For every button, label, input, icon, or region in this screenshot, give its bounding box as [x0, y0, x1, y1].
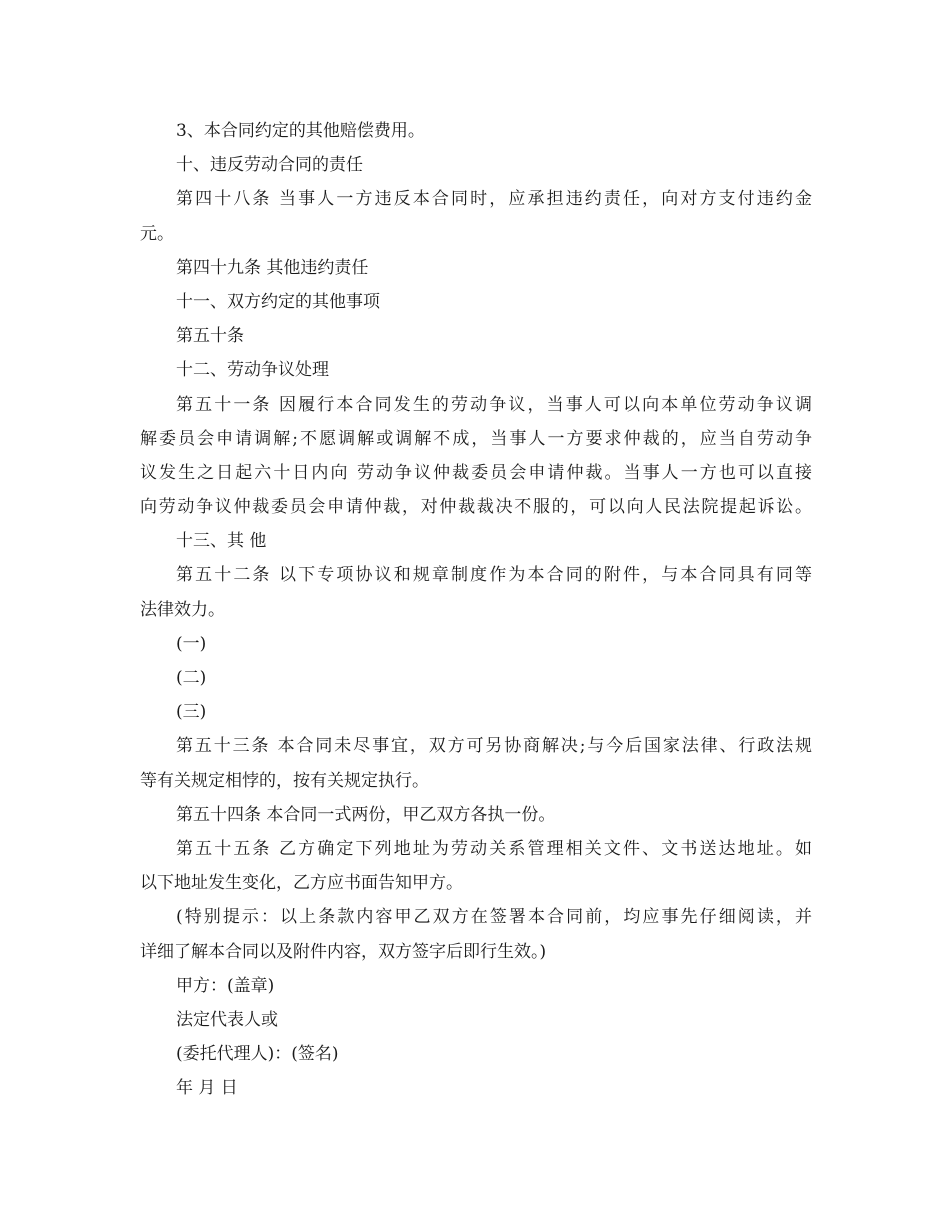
text-line: 解委员会申请调解;不愿调解或调解不成，当事人一方要求仲裁的，应当自劳动争 [140, 428, 812, 449]
text-line: 第五十二条 以下专项协议和规章制度作为本合同的附件，与本合同具有同等 [176, 565, 812, 586]
text-line: 第五十五条 乙方确定下列地址为劳动关系管理相关文件、文书送达地址。如 [176, 838, 812, 859]
text-line: 第五十三条 本合同未尽事宜，双方可另协商解决;与今后国家法律、行政法规 [176, 736, 812, 757]
text-line: 十一、双方约定的其他事项 [176, 291, 380, 312]
text-line: 3、本合同约定的其他赔偿费用。 [176, 121, 425, 141]
text-line: 十二、劳动争议处理 [176, 360, 329, 381]
text-line: 议发生之日起六十日内向 劳动争议仲裁委员会申请仲裁。当事人一方也可以直接 [140, 462, 812, 483]
text-line: 十、违反劳动合同的责任 [176, 155, 363, 176]
contract-text [140, 114, 812, 1105]
text-line: 十三、其 他 [176, 531, 267, 552]
text-line: 向劳动争议仲裁委员会申请仲裁，对仲裁裁决不服的，可以向人民法院提起诉讼。 [140, 497, 812, 518]
text-line: (委托代理人)：(签名) [176, 1044, 339, 1065]
text-line: 甲方：(盖章) [176, 975, 275, 996]
text-line: (二) [176, 668, 207, 688]
text-line: (特别提示：以上条款内容甲乙双方在签署本合同前，均应事先仔细阅读，并 [176, 907, 812, 928]
text-line: 第五十条 [176, 326, 244, 347]
text-line: (三) [176, 702, 207, 723]
text-line: 以下地址发生变化，乙方应书面告知甲方。 [140, 873, 463, 894]
text-line: 详细了解本合同以及附件内容，双方签字后即行生效。) [140, 941, 547, 962]
text-line: 等有关规定相悖的，按有关规定执行。 [140, 770, 429, 791]
text-line: (一) [176, 633, 207, 654]
text-line: 法定代表人或 [176, 1009, 278, 1030]
text-line: 法律效力。 [140, 599, 225, 620]
text-line: 元。 [140, 223, 174, 244]
text-line: 第五十一条 因履行本合同发生的劳动争议，当事人可以向本单位劳动争议调 [176, 394, 812, 415]
text-line: 第四十八条 当事人一方违反本合同时，应承担违约责任，向对方支付违约金 [176, 189, 812, 210]
text-line: 第四十九条 其他违约责任 [176, 257, 369, 278]
text-line: 年 月 日 [176, 1078, 238, 1099]
text-line: 第五十四条 本合同一式两份，甲乙双方各执一份。 [176, 804, 556, 825]
